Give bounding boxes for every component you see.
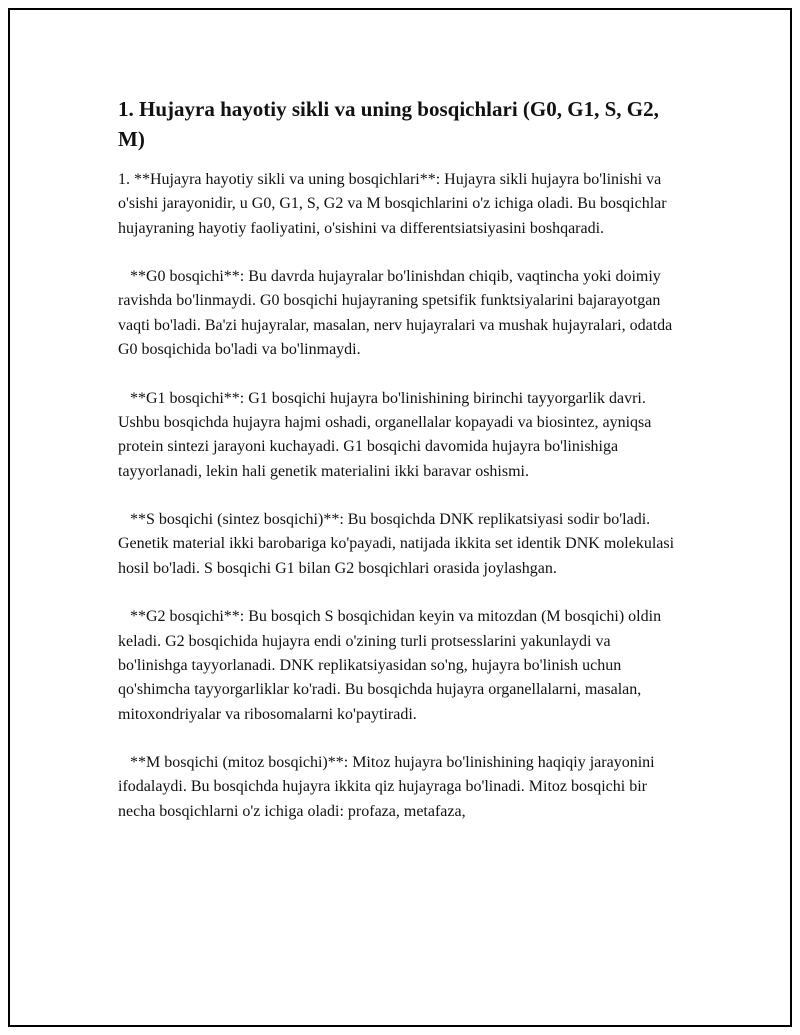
paragraph-m-phase: **M bosqichi (mitoz bosqichi)**: Mitoz hujayra bo'linishining haqiqiy jarayonini ifodalaydi. Bu bosqichda hujayra ikkita qiz hujayraga bo'linadi. Mitoz bosqichi bir necha bosqichlarni o'z ichiga oladi: profaza, metafaza, xyxy=(118,754,659,820)
document-heading: 1. Hujayra hayotiy sikli va uning bosqichlari (G0, G1, S, G2, M) xyxy=(118,97,659,151)
paragraph-g1-phase: **G1 bosqichi**: G1 bosqichi hujayra bo'linishining birinchi tayyorgarlik davri. Ushbu bosqichda hujayra hajmi oshadi, organellalar kopayadi va biosintez, ayniqsa protein sintezi jarayoni kuchayadi. G1 bosqichi davomida hujayra bo'linishiga tayyorlanadi, lekin hali genetik materialini ikki baravar oshismi. xyxy=(118,389,656,480)
document-content xyxy=(118,94,683,848)
paragraph-g0-phase: **G0 bosqichi**: Bu davrda hujayralar bo'linishdan chiqib, vaqtincha yoki doimiy ravishda bo'linmaydi. G0 bosqichi hujayraning spetsifik funktsiyalarini bajarayotgan vaqti bo'ladi. Ba'zi hujayralar, masalan, nerv hujayralari va mushak hujayralari, odatda G0 bosqichida bo'ladi va bo'linmaydi. xyxy=(118,268,677,359)
paragraph-intro: 1. **Hujayra hayotiy sikli va uning bosqichlari**: Hujayra sikli hujayra bo'linishi va o'sishi jarayonidir, u G0, G1, S, G2 va M bosqichlarini o'z ichiga oladi. Bu bosqichlar hujayraning hayotiy faoliyatini, o'sishini va differentsiatsiyasini boshqaradi. xyxy=(118,171,671,237)
paragraph-s-phase: **S bosqichi (sintez bosqichi)**: Bu bosqichda DNK replikatsiyasi sodir bo'ladi. Genetik material ikki barobariga ko'payadi, natijada ikkita set identik DNK molekulasi hosil bo'ladi. S bosqichi G1 bilan G2 bosqichlari orasida joylashgan. xyxy=(118,511,679,577)
paragraph-g2-phase: **G2 bosqichi**: Bu bosqich S bosqichidan keyin va mitozdan (M bosqichi) oldin keladi. G2 bosqichida hujayra endi o'zining turli protsesslarini yakunlaydi va bo'linishga tayyorlanadi. DNK replikatsiyasidan so'ng, hujayra bo'linish uchun qo'shimcha tayyorgarliklar ko'radi. Bu bosqichda hujayra organellalarni, masalan, mitoxondriyalar va ribosomalarni ko'paytiradi. xyxy=(118,608,666,723)
page-frame xyxy=(8,8,792,1027)
